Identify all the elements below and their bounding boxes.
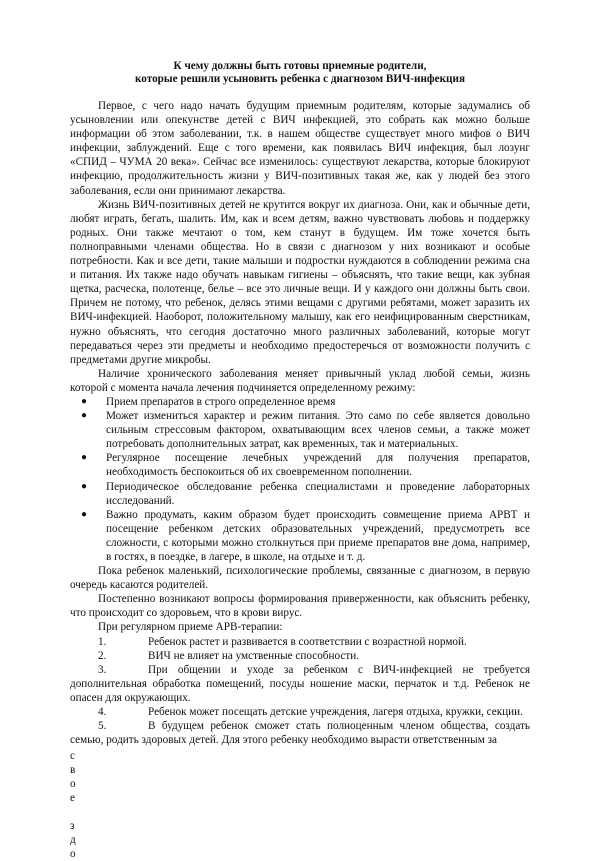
item-number: 4. bbox=[98, 706, 107, 719]
bullet-icon: ● bbox=[81, 395, 88, 407]
vertical-char: е bbox=[70, 792, 75, 805]
numbered-item bbox=[70, 663, 530, 705]
paragraph: Пока ребенок маленький, психологические проблемы, связанные с диагнозом, в первую очередь касаются родителей. bbox=[70, 565, 530, 592]
vertical-char: з bbox=[70, 820, 75, 833]
paragraph: При регулярном приеме АРВ-терапии: bbox=[98, 621, 283, 634]
bullet-list bbox=[70, 395, 530, 564]
numbered-list bbox=[70, 635, 530, 748]
item-text: ВИЧ не влияет на умственные способности. bbox=[148, 649, 360, 662]
bullet-item bbox=[70, 451, 530, 479]
item-number: 2. bbox=[98, 649, 107, 662]
numbered-item bbox=[70, 719, 530, 747]
bullet-icon: ● bbox=[81, 452, 88, 464]
vertical-char: о bbox=[70, 778, 76, 791]
title-line-1: К чему должны быть готовы приемные родители, bbox=[173, 60, 427, 72]
item-text: В будущем ребенок сможет стать полноценным членом общества, создать семью, родить здоровых детей. Для этого ребенку необходимо вырасти ответственным за bbox=[70, 720, 530, 747]
item-number: 5. bbox=[98, 720, 107, 733]
bullet-item bbox=[70, 508, 530, 564]
bullet-text: Важно продумать, каким образом будет происходить совмещение приема АРВТ и посещение ребенком детских образовательных учреждений, предусмотреть все сложности, с которыми можно столкнуться при приеме препаратов вне дома, например, в гостях, в поездке, в лагере, в школе, на отдыхе и т. д. bbox=[106, 508, 530, 563]
numbered-item bbox=[70, 705, 530, 719]
item-number: 3. bbox=[98, 663, 107, 676]
document-title bbox=[0, 60, 600, 86]
document-body bbox=[70, 99, 530, 861]
paragraph: Наличие хронического заболевания меняет привычный уклад любой семьи, жизнь которой с момента начала лечения подчиняется определенному режиму: bbox=[70, 367, 530, 394]
bullet-icon: ● bbox=[81, 508, 88, 520]
vertical-text-column bbox=[70, 749, 530, 861]
bullet-text: Регулярное посещение лечебных учреждений для получения препаратов, необходимость беспокоиться об их своевременном пополнении. bbox=[106, 452, 530, 479]
item-text: Ребенок растет и развивается в соответствии с возрастной нормой. bbox=[148, 635, 467, 648]
vertical-char: в bbox=[70, 764, 76, 777]
item-text: При общении и уходе за ребенком с ВИЧ-инфекцией не требуется дополнительная обработка помещений, посуды ношение маски, перчаток и т.д. Ребенок не опасен для окружающих. bbox=[70, 663, 530, 704]
numbered-item bbox=[70, 649, 530, 663]
item-number: 1. bbox=[98, 635, 107, 648]
bullet-text: Прием препаратов в строго определенное время bbox=[106, 395, 336, 408]
bullet-text: Может измениться характер и режим питания. Это само по себе является довольно сильным стрессовым фактором, охватывающим всех членов семьи, а также может потребовать дополнительных затрат, как временных, так и материальных. bbox=[106, 410, 530, 451]
bullet-icon: ● bbox=[81, 480, 88, 492]
bullet-icon: ● bbox=[81, 410, 88, 422]
paragraph: Постепенно возникают вопросы формирования приверженности, как объяснить ребенку, что происходит со здоровьем, что в крови вирус. bbox=[70, 593, 530, 620]
item-text: Ребенок может посещать детские учреждения, лагеря отдыха, кружки, секции. bbox=[148, 706, 523, 719]
vertical-char: о bbox=[70, 848, 76, 861]
vertical-char: с bbox=[70, 750, 75, 763]
bullet-item bbox=[70, 395, 530, 409]
paragraph: Первое, с чего надо начать будущим приемным родителям, которые задумались об усыновлении или опекунстве детей с ВИЧ инфекцией, это собрать как можно больше информации об этом заболевании, т.к. в нашем обществе существует много мифов о ВИЧ инфекции, заблуждений. Еще с того времени, как появилась ВИЧ инфекция, был лозунг «СПИД – ЧУМА 20 века». Сейчас все изменилось: существуют лекарства, которые блокируют инфекцию, продолжительность жизни у ВИЧ-позитивных такая же, как у людей без этого заболевания, если они принимают лекарства. bbox=[70, 100, 530, 197]
vertical-char: д bbox=[70, 834, 76, 847]
bullet-text: Периодическое обследование ребенка специалистами и проведение лабораторных исследований. bbox=[106, 480, 530, 507]
title-line-2: которые решили усыновить ребенка с диагнозом ВИЧ-инфекция bbox=[134, 73, 466, 85]
numbered-item bbox=[70, 635, 530, 649]
bullet-item bbox=[70, 409, 530, 451]
paragraph: Жизнь ВИЧ-позитивных детей не крутится вокруг их диагноза. Они, как и обычные дети, любят играть, бегать, шалить. Им, как и всем детям, важно чувствовать любовь и поддержку родных. Они также мечтают о том, кем станут в будущем. Им тоже хочется быть полноправными членами общества. Но в связи с диагнозом у них возникают и особые потребности. Как и все дети, такие малыши и подростки нуждаются в соблюдении режима сна и питания. Их также надо обучать навыкам гигиены – объяснять, что такие вещи, как зубная щетка, расческа, полотенце, белье – все это личные вещи. И у каждого они должны быть свои. Причем не потому, что ребенок, делясь этими вещами с другими ребятами, может заразить их ВИЧ-инфекцией. Наоборот, положительному малышу, как его неифицированным сверстникам, нужно объяснять, что сегодня достаточно много различных заболеваний, которые могут передаваться через эти предметы и необходимо предостеречься от возможности получить с предметами другие микробы. bbox=[70, 198, 530, 366]
bullet-item bbox=[70, 480, 530, 508]
vertical-char bbox=[70, 805, 530, 819]
